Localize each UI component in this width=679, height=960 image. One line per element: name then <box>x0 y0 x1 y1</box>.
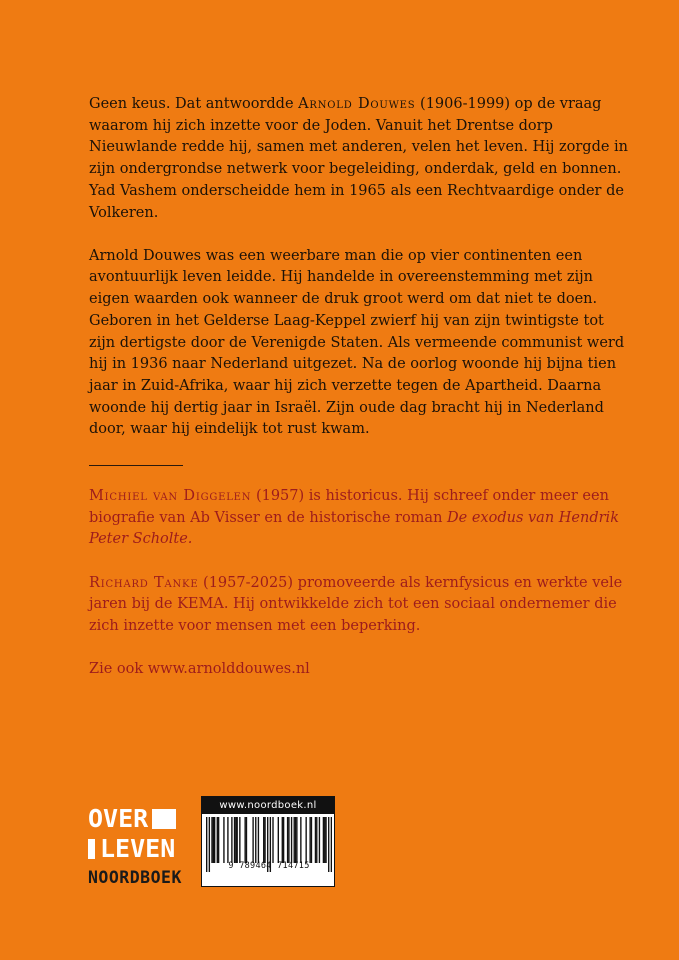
barcode-bar <box>315 817 316 863</box>
barcode-bar <box>217 817 218 863</box>
barcode-bar <box>316 817 317 863</box>
cover-text <box>89 94 634 681</box>
author2-paragraph <box>89 573 634 638</box>
intro-paragraph <box>89 94 634 224</box>
barcode-bar <box>234 817 235 863</box>
barcode-bar <box>311 817 312 863</box>
publisher-url: www.noordboek.nl <box>202 797 334 814</box>
barcode-bar <box>288 817 289 863</box>
author2-name: Richard Tanke <box>89 574 199 591</box>
isbn-digits: 9 789464 714715 <box>228 861 310 871</box>
barcode-bar <box>324 817 325 863</box>
barcode-bar <box>294 817 295 863</box>
barcode-bar <box>231 817 232 863</box>
barcode-bar <box>239 817 240 863</box>
barcode-box <box>201 796 335 887</box>
barcode-bar <box>223 817 224 863</box>
barcode-bar <box>213 817 214 863</box>
logo-line-1-text: OVER <box>88 804 149 833</box>
barcode-bar <box>323 817 324 863</box>
barcode-bar <box>282 817 283 863</box>
barcode-bar <box>211 817 212 863</box>
barcode-bar <box>258 817 259 863</box>
logo-line-2-text: LEVEN <box>100 834 176 863</box>
author2-text: (1957-2025) promoveerde als kernfysicus en werkte vele jaren bij de KEMA. Hij ontwikkelde zich tot een sociaal ondernemer die zich inzette voor mensen met een beperking. <box>89 574 623 635</box>
barcode-bar <box>300 817 301 863</box>
author1-name: Michiel van Diggelen <box>89 488 252 505</box>
barcode-bar <box>319 817 320 863</box>
barcode-bar <box>255 817 256 863</box>
barcode-bar <box>295 817 296 863</box>
barcode-bar <box>278 817 279 863</box>
author1-text: (1957) is historicus. Hij schreef onder meer een biografie van Ab Visser en de historische roman <box>89 488 609 526</box>
overleven-logo <box>88 805 188 890</box>
logo-line-1 <box>88 805 176 833</box>
author1-paragraph <box>89 486 634 551</box>
barcode-bar <box>291 817 292 863</box>
intro-part2: (1906-1999) op de vraag waarom hij zich inzette voor de Joden. Vanuit het Drentse dorp Nieuwlande redde hij, samen met anderen, velen het leven. Hij zorgde in zijn ondergrondse netwerk voor begeleiding, onderdak, geld en bonnen. Yad Vashem onderscheidde hem in 1965 als een Rechtvaardige onder de Volkeren. <box>89 96 629 221</box>
barcode-bar <box>325 817 326 863</box>
barcode-bar <box>252 817 253 863</box>
website-line: Zie ook www.arnolddouwes.nl <box>89 661 310 678</box>
author1-book-title: De exodus van Hendrik Peter Scholte. <box>89 509 619 548</box>
barcode-bar <box>283 817 284 863</box>
barcode-bar <box>272 817 273 863</box>
barcode <box>206 817 332 874</box>
barcode-bar <box>227 817 228 863</box>
logo-line-2 <box>88 835 175 863</box>
barcode-bar <box>296 817 297 863</box>
logo-bar-shape <box>88 839 95 859</box>
barcode-bar <box>287 817 288 863</box>
barcode-bar <box>246 817 247 863</box>
biography-paragraph: Arnold Douwes was een weerbare man die op vier continenten een avontuurlijk leven leidde. Hij handelde in overeenstemming met zijn eigen waarden ook wanneer de druk groot werd om dat niet te doen. Geboren in het Gelderse Laag-Keppel zwierf hij van zijn twintigste tot zijn dertigste door de Verenigde Staten. Als vermeende communist werd hij in 1936 naar Nederland uitgezet. Na de oorlog woonde hij bijna tien jaar in Zuid-Afrika, waar hij zich verzette tegen de Apartheid. Daarna woonde hij dertig jaar in Israël. Zijn oude dag bracht hij in Nederland door, waar hij eindelijk tot rust kwam. <box>89 247 625 438</box>
barcode-bar <box>244 817 245 863</box>
intro-part1: Geen keus. Dat antwoordde <box>89 96 299 112</box>
barcode-bar <box>235 817 236 863</box>
barcode-bar <box>218 817 219 863</box>
barcode-bar <box>237 817 238 863</box>
barcode-bar <box>264 817 265 863</box>
barcode-bar <box>214 817 215 863</box>
barcode-bar <box>263 817 264 863</box>
publisher-name: NOORDBOEK <box>88 868 182 887</box>
separator-rule <box>89 465 183 466</box>
barcode-bar <box>309 817 310 863</box>
barcode-bar <box>305 817 306 863</box>
logo-block-shape <box>152 809 176 829</box>
subject-name: Arnold Douwes <box>298 96 416 112</box>
